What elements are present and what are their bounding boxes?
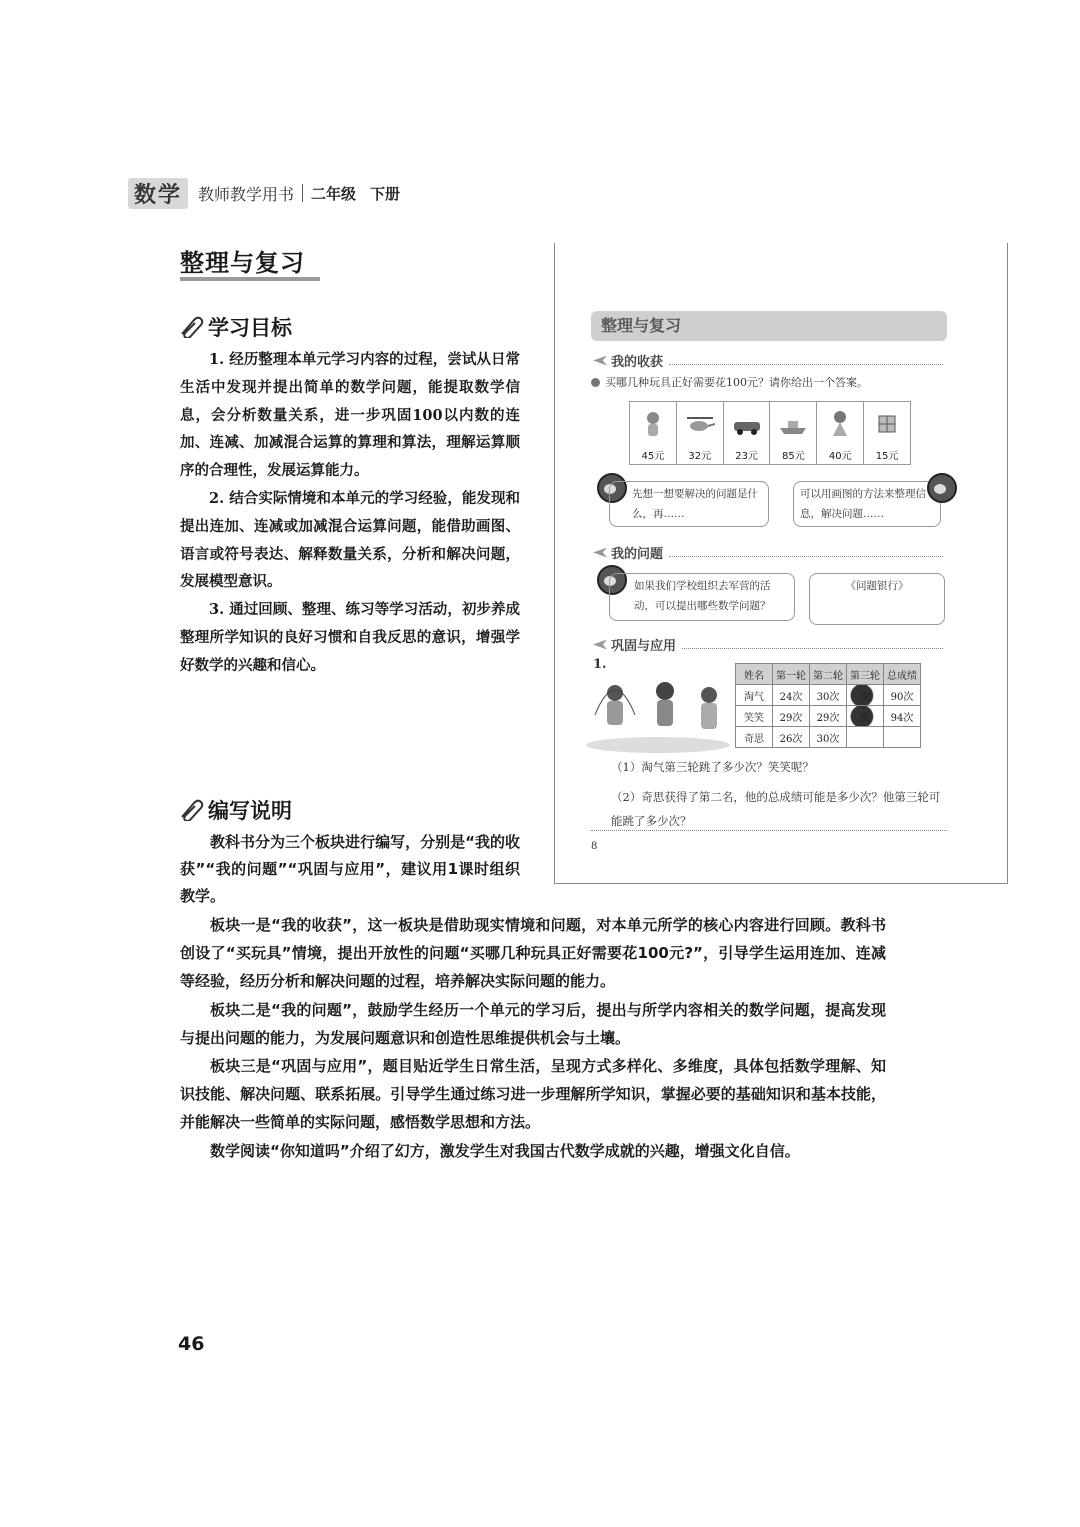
notes-intro [180,829,520,910]
arrow-icon [593,548,607,558]
table-cell: 30次 [810,727,847,748]
table-cell: 29次 [810,706,847,727]
table-row [736,685,921,706]
goal-item: 1. 经历整理本单元学习内容的过程，尝试从日常生活中发现并提出简单的数学问题，能提取数学信息，会分析数量关系，进一步巩固100以内数的连加、连减、加减混合运算的算理和算法，理解运算顺序的合理性，发展运算能力。 [180,351,520,480]
table-cell-obscured: 次 [847,685,884,706]
harvest-question-text: 买哪几种玩具正好需要花100元？请你给出一个答案。 [605,376,868,389]
goals-list [180,346,520,680]
notes-intro-text: 教科书分为三个板块进行编写，分别是“我的收获”“我的问题”“巩固与应用”，建议用1课时组织教学。 [180,833,520,905]
notes-paragraph: 数学阅读“你知道吗”介绍了幻方，激发学生对我国古代数学成就的兴趣，增强文化自信。 [210,1141,800,1160]
goals-heading-text: 学习目标 [208,316,292,340]
paperclip-icon [178,316,204,338]
table-cell: 淘气 [736,685,773,706]
score-table [735,663,921,748]
table-row [736,727,921,748]
goals-heading [178,312,292,342]
page-title: 整理与复习 [180,249,305,277]
inset-page-number: 8 [591,841,598,852]
car-icon [732,410,762,438]
exercise-number: 1. [593,657,607,672]
toy-price: 23元 [735,451,758,462]
questions-heading-text: 我的问题 [611,547,664,562]
goal-item: 2. 结合实际情境和本单元的学习经验，能发现和提出连加、连减或加减混合运算问题，能借助画图、语言或符号表达、解释数量关系，分析和解决问题，发展模型意识。 [180,489,520,591]
page-number: 46 [178,1333,205,1355]
harvest-question [591,374,868,390]
toy-price: 15元 [875,451,899,462]
jump-rope-kids-illustration [585,671,731,753]
title-underline [180,277,320,281]
table-cell: 24次 [773,685,810,706]
question-bubble: 如果我们学校组织去军营的活动，可以提出哪些数学问题？ [609,573,795,621]
table-cell: 29次 [773,706,810,727]
table-cell: 总成绩 [884,664,921,685]
table-cell: 90次 [884,685,921,706]
toy-cell [724,402,771,464]
bullet-icon [591,378,600,387]
table-cell: 第三轮 [847,664,884,685]
grade-label: 二年级 [311,184,357,203]
dotted-rule [669,548,943,557]
cat-toy-icon [638,410,668,438]
toy-price: 32元 [688,451,712,462]
header-divider [302,184,303,202]
question-bank-box: 《问题银行》 [809,573,945,625]
notes-body [180,911,886,1165]
student-avatar [927,473,957,503]
ship-icon [778,410,808,438]
notes-paragraph: 板块二是“我的问题”，鼓励学生经历一个单元的学习后，提出与所学内容相关的数学问题，提高发现与提出问题的能力，为发展问题意识和创造性思维提供机会与土壤。 [180,1000,886,1047]
table-cell: 第二轮 [810,664,847,685]
arrow-icon [593,356,607,366]
notes-paragraph: 板块三是“巩固与应用”，题目贴近学生日常生活，呈现方式多样化、多维度，具体包括数学理解、知识技能、解决问题、联系拓展。引导学生通过练习进一步理解所学知识，掌握必要的基础知识和基本技能，并能解决一些简单的实际问题，感悟数学思想和方法。 [180,1057,886,1132]
harvest-heading [593,351,943,370]
table-cell [847,727,884,748]
toy-cell [864,402,910,464]
toy-cell [817,402,864,464]
table-cell [884,727,921,748]
dotted-rule [669,356,943,365]
doll-icon [825,410,855,438]
speech-bubble-left: 先想一想要解决的问题是什么，再…… [609,481,769,527]
goal-item: 3. 通过回顾、整理、练习等学习活动，初步养成整理所学知识的良好习惯和自我反思的意识，增强学好数学的兴趣和信心。 [180,601,520,674]
speech-bubble-right: 可以用画图的方法来整理信息，解决问题…… [793,481,941,527]
table-cell: 第一轮 [773,664,810,685]
cube-icon [872,410,902,438]
notes-heading-text: 编写说明 [208,799,292,823]
table-row [736,706,921,727]
table-cell: 笑笑 [736,706,773,727]
toy-price: 85元 [782,451,805,462]
apply-heading-text: 巩固与应用 [611,639,677,654]
toy-price-table [629,401,911,465]
subject-logo: 数学 [128,178,188,209]
question-1: （1）淘气第三轮跳了多少次？笑笑呢？ [611,760,814,774]
question-2: （2）奇思获得了第二名，他的总成绩可能是多少次？他第三轮可能跳了多少次？ [611,790,941,828]
arrow-icon [593,640,607,650]
toy-price: 45元 [641,451,665,462]
questions-heading [593,543,943,562]
table-cell: 94次 [884,706,921,727]
inset-banner: 整理与复习 [591,311,947,341]
dotted-rule [591,830,947,831]
notes-heading [178,795,292,825]
table-cell: 26次 [773,727,810,748]
harvest-heading-text: 我的收获 [611,355,664,370]
toy-cell [677,402,724,464]
paperclip-icon [178,799,204,821]
running-header [128,178,400,208]
table-cell: 奇思 [736,727,773,748]
textbook-inset [554,243,1008,884]
table-row [736,664,921,685]
table-cell: 姓名 [736,664,773,685]
helicopter-icon [685,410,715,438]
toy-cell [630,402,677,464]
book-title: 教师教学用书 [198,184,295,204]
dotted-rule [682,640,943,649]
apply-heading [593,635,943,654]
table-cell: 30次 [810,685,847,706]
toy-cell [770,402,817,464]
toy-price: 40元 [828,451,852,462]
volume-label: 下册 [370,184,401,203]
table-cell-obscured: 次 [847,706,884,727]
notes-paragraph: 板块一是“我的收获”，这一板块是借助现实情境和问题，对本单元所学的核心内容进行回顾。教科书创设了“买玩具”情境，提出开放性的问题“买哪几种玩具正好需要花100元?”，引导学生运用连加、连减等经验，经历分析和解决问题的过程，培养解决实际问题的能力。 [180,916,886,991]
